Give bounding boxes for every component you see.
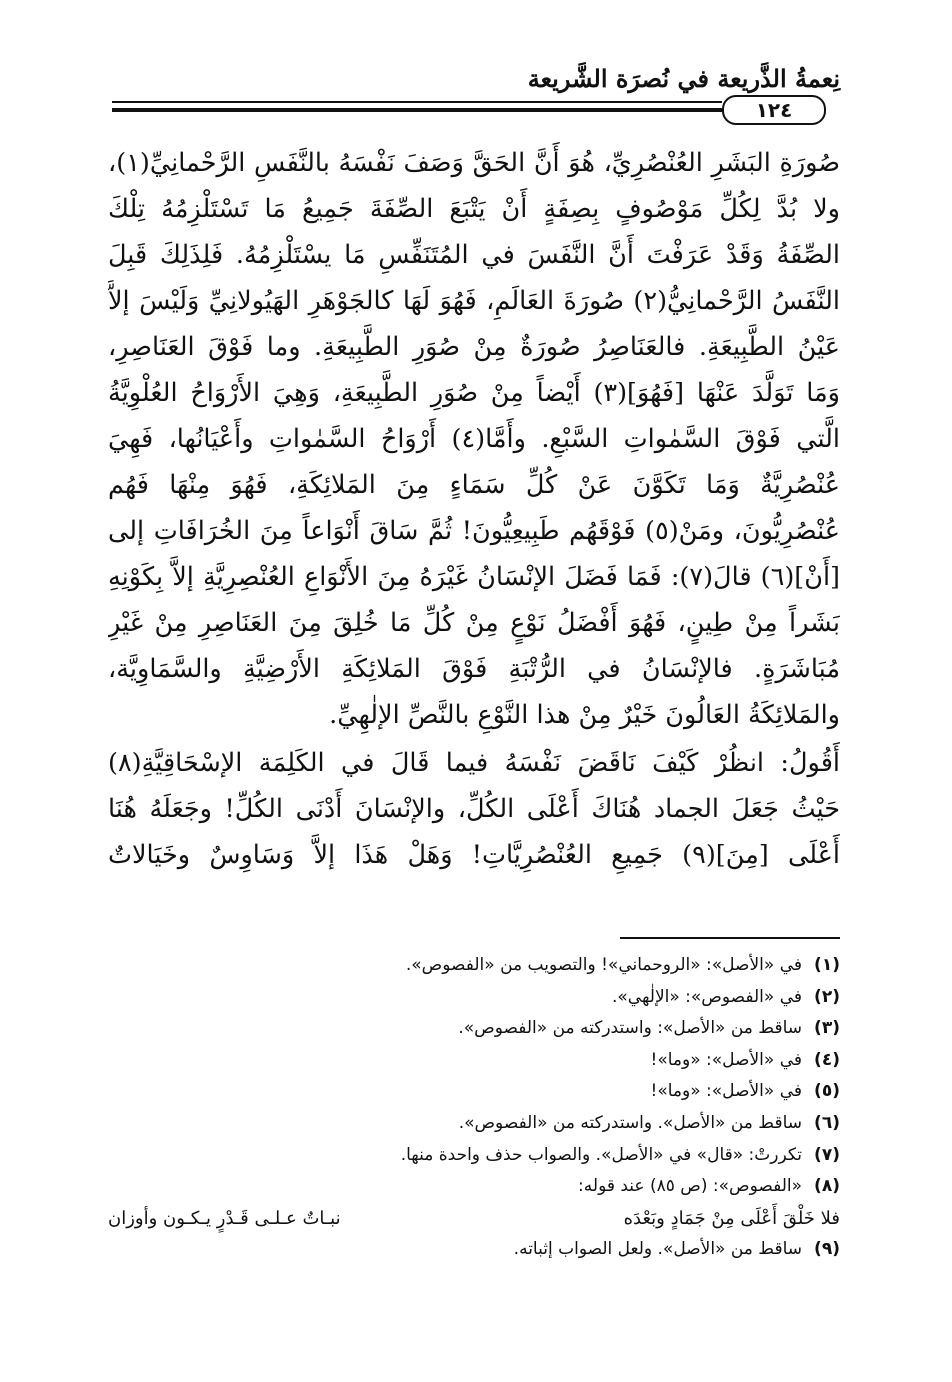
text-line: أَعْلَى [مِنَ](٩) جَمِيعِ العُنْصُرِيَّاتِ! وَهَلْ هَذَا إلاَّ وَسَاوِسٌ وخَيَالاتٌ xyxy=(108,840,840,870)
footnote-number: (١) xyxy=(814,955,840,975)
text-line: مُبَاشَرَةٍ. فالإنْسَانُ في الرُّتْبَةِ فَوْقَ المَلائِكَةِ الأَرْضِيَّةِ والسَّمَاوِيَّة، xyxy=(108,654,840,684)
footnotes xyxy=(108,950,840,1266)
footnote-number: (٤) xyxy=(814,1049,840,1070)
running-title: نِعمةُ الذَّريعة في نُصرَة الشَّريعة xyxy=(527,64,840,93)
footnote-number: (٩) xyxy=(814,1239,840,1260)
footnote-verse xyxy=(108,1203,840,1235)
footnote-item xyxy=(108,1234,840,1266)
footnote-number: (٣) xyxy=(814,1018,840,1039)
text-line: ولا بُدَّ لِكُلِّ مَوْصُوفٍ بِصِفَةٍ أَنْ يَتْبَعَ الصِّفَةَ جَمِيعُ مَا تَسْتَلْزِمُهُ تِلْكَ xyxy=(108,194,840,224)
verse-second-hemistich: نبـاتٌ عـلـى قَـدْرٍ يـكـون وأوزان xyxy=(108,1207,341,1229)
verse-first-hemistich: فلا خَلْقَ أَعْلَى مِنْ جَمَادٍ وبَعْدَه xyxy=(623,1207,840,1229)
footnote-number: (٦) xyxy=(814,1112,840,1133)
page-number: ١٢٤ xyxy=(722,95,826,125)
footnote-item xyxy=(108,1140,840,1172)
second-paragraph xyxy=(108,740,840,878)
text-line: أَقُولُ: انظُرْ كَيْفَ نَاقَضَ نَفْسَهُ فيما قَالَ في الكَلِمَة الإسْحَاقِيَّةِ(٨) xyxy=(108,748,840,778)
footnote-text: تكررتْ: «قال» في «الأصل». والصواب حذف واحدة منها. xyxy=(400,1144,802,1165)
header-rule-thin xyxy=(112,101,722,103)
footnote-text: في «الأصل»: «وما»! xyxy=(650,1081,802,1102)
footnote-text: ساقط من «الأصل»: واستدركته من «الفصوص». xyxy=(458,1018,802,1039)
text-line: الَّتي فَوْقَ السَّمٰواتِ السَّبْعِ. وأَمَّا(٤) أَرْوَاحُ السَّمٰواتِ وأَعْيَانُها، فَهِيَ xyxy=(108,424,840,454)
header-rule xyxy=(112,95,840,125)
text-line: والمَلائِكَةُ العَالُونَ خَيْرٌ مِنْ هذا النَّوْعِ بالنَّصِّ الإلٰهِيِّ. xyxy=(329,700,840,730)
footnote-text: ساقط من «الأصل». ولعل الصواب إثباته. xyxy=(513,1239,802,1260)
footnote-item xyxy=(108,1045,840,1077)
main-paragraph xyxy=(108,140,840,738)
text-line: وَمَا تَوَلَّدَ عَنْهَا [فَهُوَ](٣) أَيْضاً مِنْ صُوَرِ الطَّبِيعَةِ، وَهِيَ الأَرْوَاحُ العُلْوِيَّةُ xyxy=(108,378,840,408)
text-line: حَيْثُ جَعَلَ الجماد هُنَاكَ أَعْلَى الكُلِّ، والإنْسَانَ أَدْنَى الكُلِّ! وجَعَلَهُ هُنَا xyxy=(108,794,840,824)
footnote-separator xyxy=(620,937,840,939)
footnote-number: (٨) xyxy=(814,1176,840,1197)
text-line: النَّفَسُ الرَّحْمانِيُّ(٢) صُورَةَ العَالَمِ، فَهُوَ لَهَا كالجَوْهَرِ الهَيُولانِيِّ وَلَيْسَ إلاَّ xyxy=(108,286,840,316)
text-line: صُورَةِ البَشَرِ العُنْصُرِيِّ، هُوَ أَنَّ الحَقَّ وَصَفَ نَفْسَهُ بالنَّفَسِ الرَّحْمانِيِّ(١)، xyxy=(108,148,840,178)
footnote-number: (٢) xyxy=(814,986,840,1007)
footnote-text: في «الأصل»: «الروحماني»! والتصويب من «الفصوص». xyxy=(405,955,802,975)
footnote-item xyxy=(108,1013,840,1045)
footnote-number: (٧) xyxy=(814,1144,840,1165)
text-line: عُنْصُرِيَّةٌ وَمَا تَكَوَّنَ عَنْ كُلِّ سَمَاءٍ مِنَ المَلائِكَةِ، فَهُوَ مِنْهَا فَهُم xyxy=(108,470,840,500)
text-line: عَيْنُ الطَّبِيعَةِ. فالعَنَاصِرُ صُورَةٌ مِنْ صُوَرِ الطَّبِيعَةِ. وما فَوْقَ العَنَاصِرِ، xyxy=(108,332,840,362)
footnote-text: في «الأصل»: «وما»! xyxy=(650,1049,802,1070)
text-line: الصِّفَةُ وَقَدْ عَرَفْتَ أَنَّ النَّفَسَ في المُتَنَفِّسِ مَا يسْتَلْزِمُهُ. فَلِذَلِكَ قَبِلَ xyxy=(108,240,840,270)
text-line: [أَنْ](٦) قالَ(٧): فَمَا فَضَلَ الإنْسَانُ غَيْرَهُ مِنَ الأَنْوَاعِ العُنْصِرِيَّةِ إلاَّ بِكَوْنِهِ xyxy=(108,562,840,592)
footnote-item xyxy=(108,1171,840,1203)
header-rule-thick xyxy=(112,108,722,112)
footnote-item xyxy=(108,1108,840,1140)
footnote-item xyxy=(108,982,840,1014)
text-line: عُنْصُرِيُّونَ، ومَنْ(٥) فَوْقَهُم طَبِيعِيُّونَ! ثُمَّ سَاقَ أَنْوَاعاً مِنَ الخُرَافَاتِ إلى xyxy=(108,516,840,546)
footnote-text: ساقط من «الأصل». واستدركته من «الفصوص». xyxy=(458,1112,802,1133)
footnote-text: «الفصوص»: (ص ٨٥) عند قوله: xyxy=(578,1176,802,1197)
footnote-item xyxy=(108,950,840,982)
text-line: بَشَراً مِنْ طِينٍ، فَهُوَ أَفْضَلُ نَوْعٍ مِنْ كُلِّ مَا خُلِقَ مِنَ العَنَاصِرِ مِنْ غَيْرِ xyxy=(108,608,840,638)
footnote-item xyxy=(108,1076,840,1108)
footnote-text: في «الفصوص»: «الإلٰهي». xyxy=(611,986,802,1007)
footnote-number: (٥) xyxy=(814,1081,840,1102)
